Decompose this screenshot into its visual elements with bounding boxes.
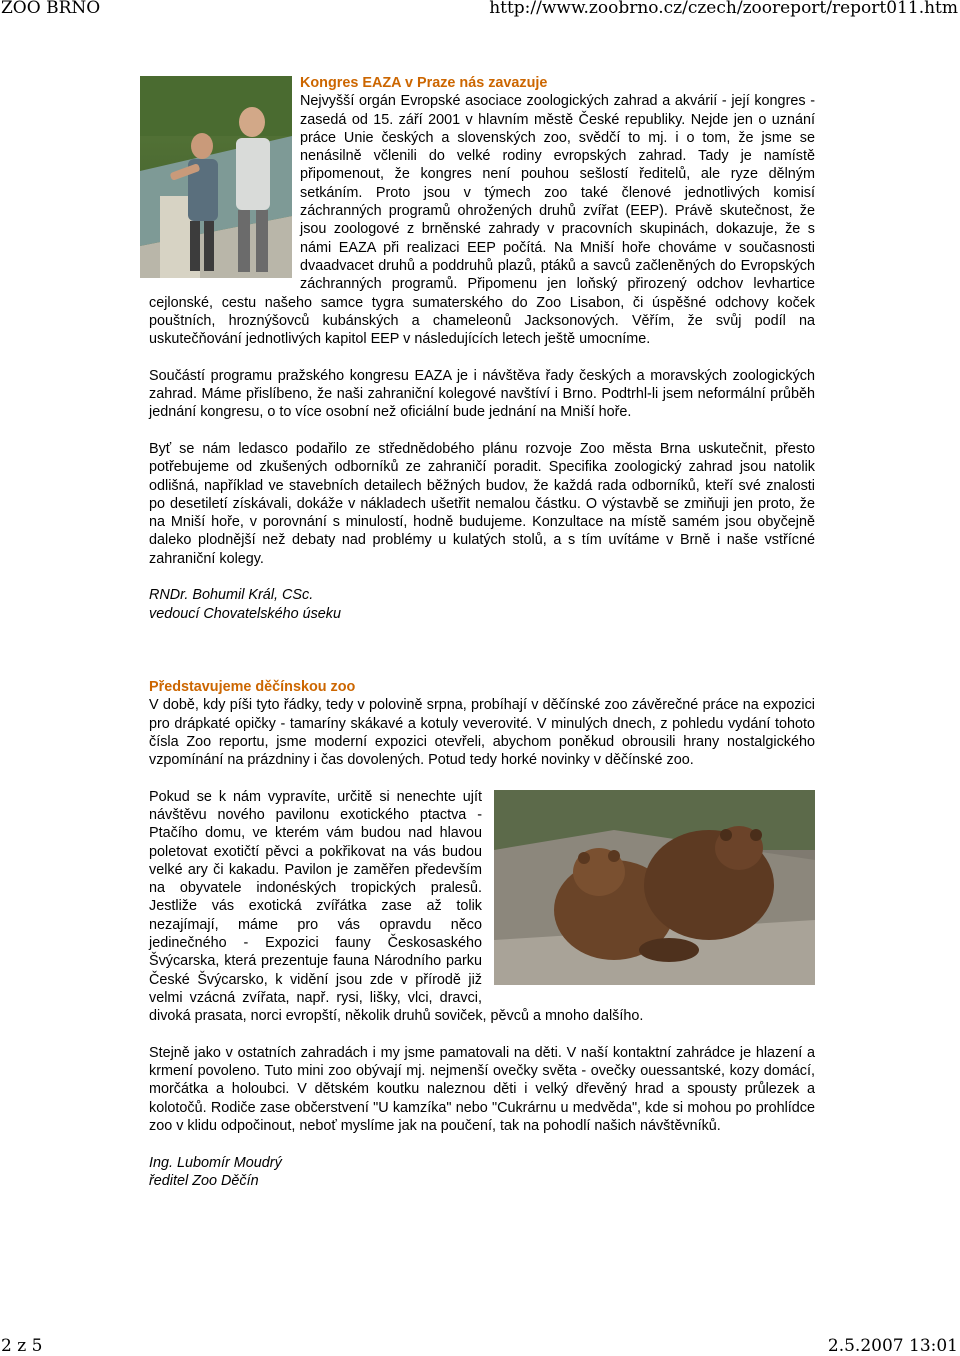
footer-page-number: 2 z 5	[1, 1336, 43, 1356]
article1-title: Kongres EAZA v Praze nás zavazuje	[300, 75, 548, 91]
article2-paragraph-1: V době, kdy píši tyto řádky, tedy v polovině srpna, probíhají v děčínské zoo závěrečné práce na expozici pro drápkaté opičky - tamaríny skákavé a kotuly veverovité. V minulých dnech, z pohledu vydání tohoto čísla Zoo reportu, jsme moderní expozici otevřeli, abychom poněkud obrousili hrany nostalgického vzpomínání na prázdniny i čas dovolených. Potud tedy horké novinky v děčínské zoo.	[149, 697, 815, 769]
photo-two-men-on-roof	[140, 76, 292, 278]
header-url: http://www.zoobrno.cz/czech/zooreport/report011.htm	[489, 0, 958, 18]
footer-timestamp: 2.5.2007 13:01	[827, 1336, 958, 1356]
article1-author-name: RNDr. Bohumil Král, CSc.	[149, 587, 314, 604]
page-header	[0, 0, 960, 18]
article2-title: Představujeme děčínskou zoo	[149, 678, 356, 695]
article1-paragraph-1: Nejvyšší orgán Evropské asociace zoologických zahrad a akvárií - její kongres - zasedá od 15. září 2001 v hlavním městě České republiky. Nejde jen o uznání práce Unie českých a slovenských zoo, svědčí to mj. i o tom, že jsme se nenásilně včlenili do velké rodiny evropských zahrad. Tady je namístě připomenout, že kongres není pouhou sešlostí ředitelů, ale ryze dělným setkáním. Proto jsou v týmech zoo také členové jednotlivých komisí záchranných programů ohrožených druhů zvířat (EEP). Právě skutečnost, že jsou zoologové z brněnské zahrady v pracovních skupinách, dokazuje, že s námi EAZA při realizaci EEP počítá. Na Mniší hoře chováme v současnosti dvaadvacet druhů a poddruhů plazů, ptáků a savců začleněných do Evropských záchranných programů. Připomenu jen loňský přirozený odchov levhartice cejlonské, cestu našeho samce tygra sumaterského do Zoo Lisabon, či úspěšné odchovy koček pouštních, hroznýšovců kubánských a chameleonů Jacksonových. Věřím, že svůj podíl na uskutečňování jednotlivých kapitol EEP v následujících letech ještě umocníme.	[149, 93, 815, 348]
article1-author-role: vedoucí Chovatelského úseku	[149, 605, 341, 622]
article1-paragraph-2: Součástí programu pražského kongresu EAZA je i návštěva řady českých a moravských zoologických zahrad. Máme přislíbeno, že naši zahraniční kolegové navštíví i Brno. Podtrhl-li jsem neformální průběh jednání kongresu, o to více osobní než oficiální bude jednání na Mniší hoře.	[149, 367, 815, 421]
article2-paragraph-2: Pokud se k nám vypravíte, určitě si nenechte ujít návštěvu nového pavilonu exotického ptactva - Ptačího domu, ve kterém vám budou nad hlavou poletovat exotičtí pěvci a pokřikovat na vás budou velké ary či kakadu. Pavilon je zaměřen především na obyvatele indonéských tropických pralesů. Jestliže vás exotická zvířátka zase až tolik nezajímají, máme pro vás opravdu něco jedinečného - Expozici fauny Českosaského Švýcarska, která prezentuje fauna Národního parku České Švýcarsko, k vidění jsou zde v přírodě již velmi vzácná zvířata, např. rysi, lišky, vlci, dravci, divoká prasata, norci evropští, několik druhů soviček, pěvců a mnoho dalšího.	[149, 788, 644, 1025]
article-content	[149, 74, 815, 1190]
article1-paragraph-3: Byť se nám ledasco podařilo ze střednědobého plánu rozvoje Zoo města Brna uskutečnit, přesto potřebujeme od zkušených odborníků ze zahraničí poradit. Specifika zoologický zahrad jsou natolik odlišná, například ve stavebních detailech běžných budov, že každá rada odborníků, kteří své znalosti po desetiletí získávali, dokáže v nákladech ušetřit nemalou částku. O výstavbě se zmiňuji jen proto, že na Mniší hoře, v porovnání s minulostí, hodně budujeme. Konzultace na místě samém jsou obyčejně daleko plodnější než debaty nad problémy u kulatých stolů, a s tím uvítáme v Brně i naše vstřícné zahraniční kolegy.	[149, 440, 815, 567]
photo-brown-bears	[494, 790, 815, 985]
article2-author-name: Ing. Lubomír Moudrý	[149, 1154, 282, 1171]
article2-paragraph-3: Stejně jako v ostatních zahradách i my jsme pamatovali na děti. V naší kontaktní zahrádce je hlazení a krmení povoleno. Tuto mini zoo obývají mj. nejmenší ovečky světa - ovečky ouessantské, kozy domácí, morčátka a holoubci. V dětském koutku naleznou děti i velký dřevěný hrad a spousty průlezek a kolotočů. Rodiče zase občerstvení "U kamzíka" nebo "Cukrárnu u medvěda", kde si mohou po prohlídce zoo v klidu odpočinout, neboť myslíme jak na poučení, tak na pohodlí našich návštěvníků.	[149, 1044, 815, 1135]
header-site-name: ZOO BRNO	[1, 0, 101, 18]
page-footer	[0, 1336, 960, 1356]
article2-author-role: ředitel Zoo Děčín	[149, 1172, 259, 1189]
